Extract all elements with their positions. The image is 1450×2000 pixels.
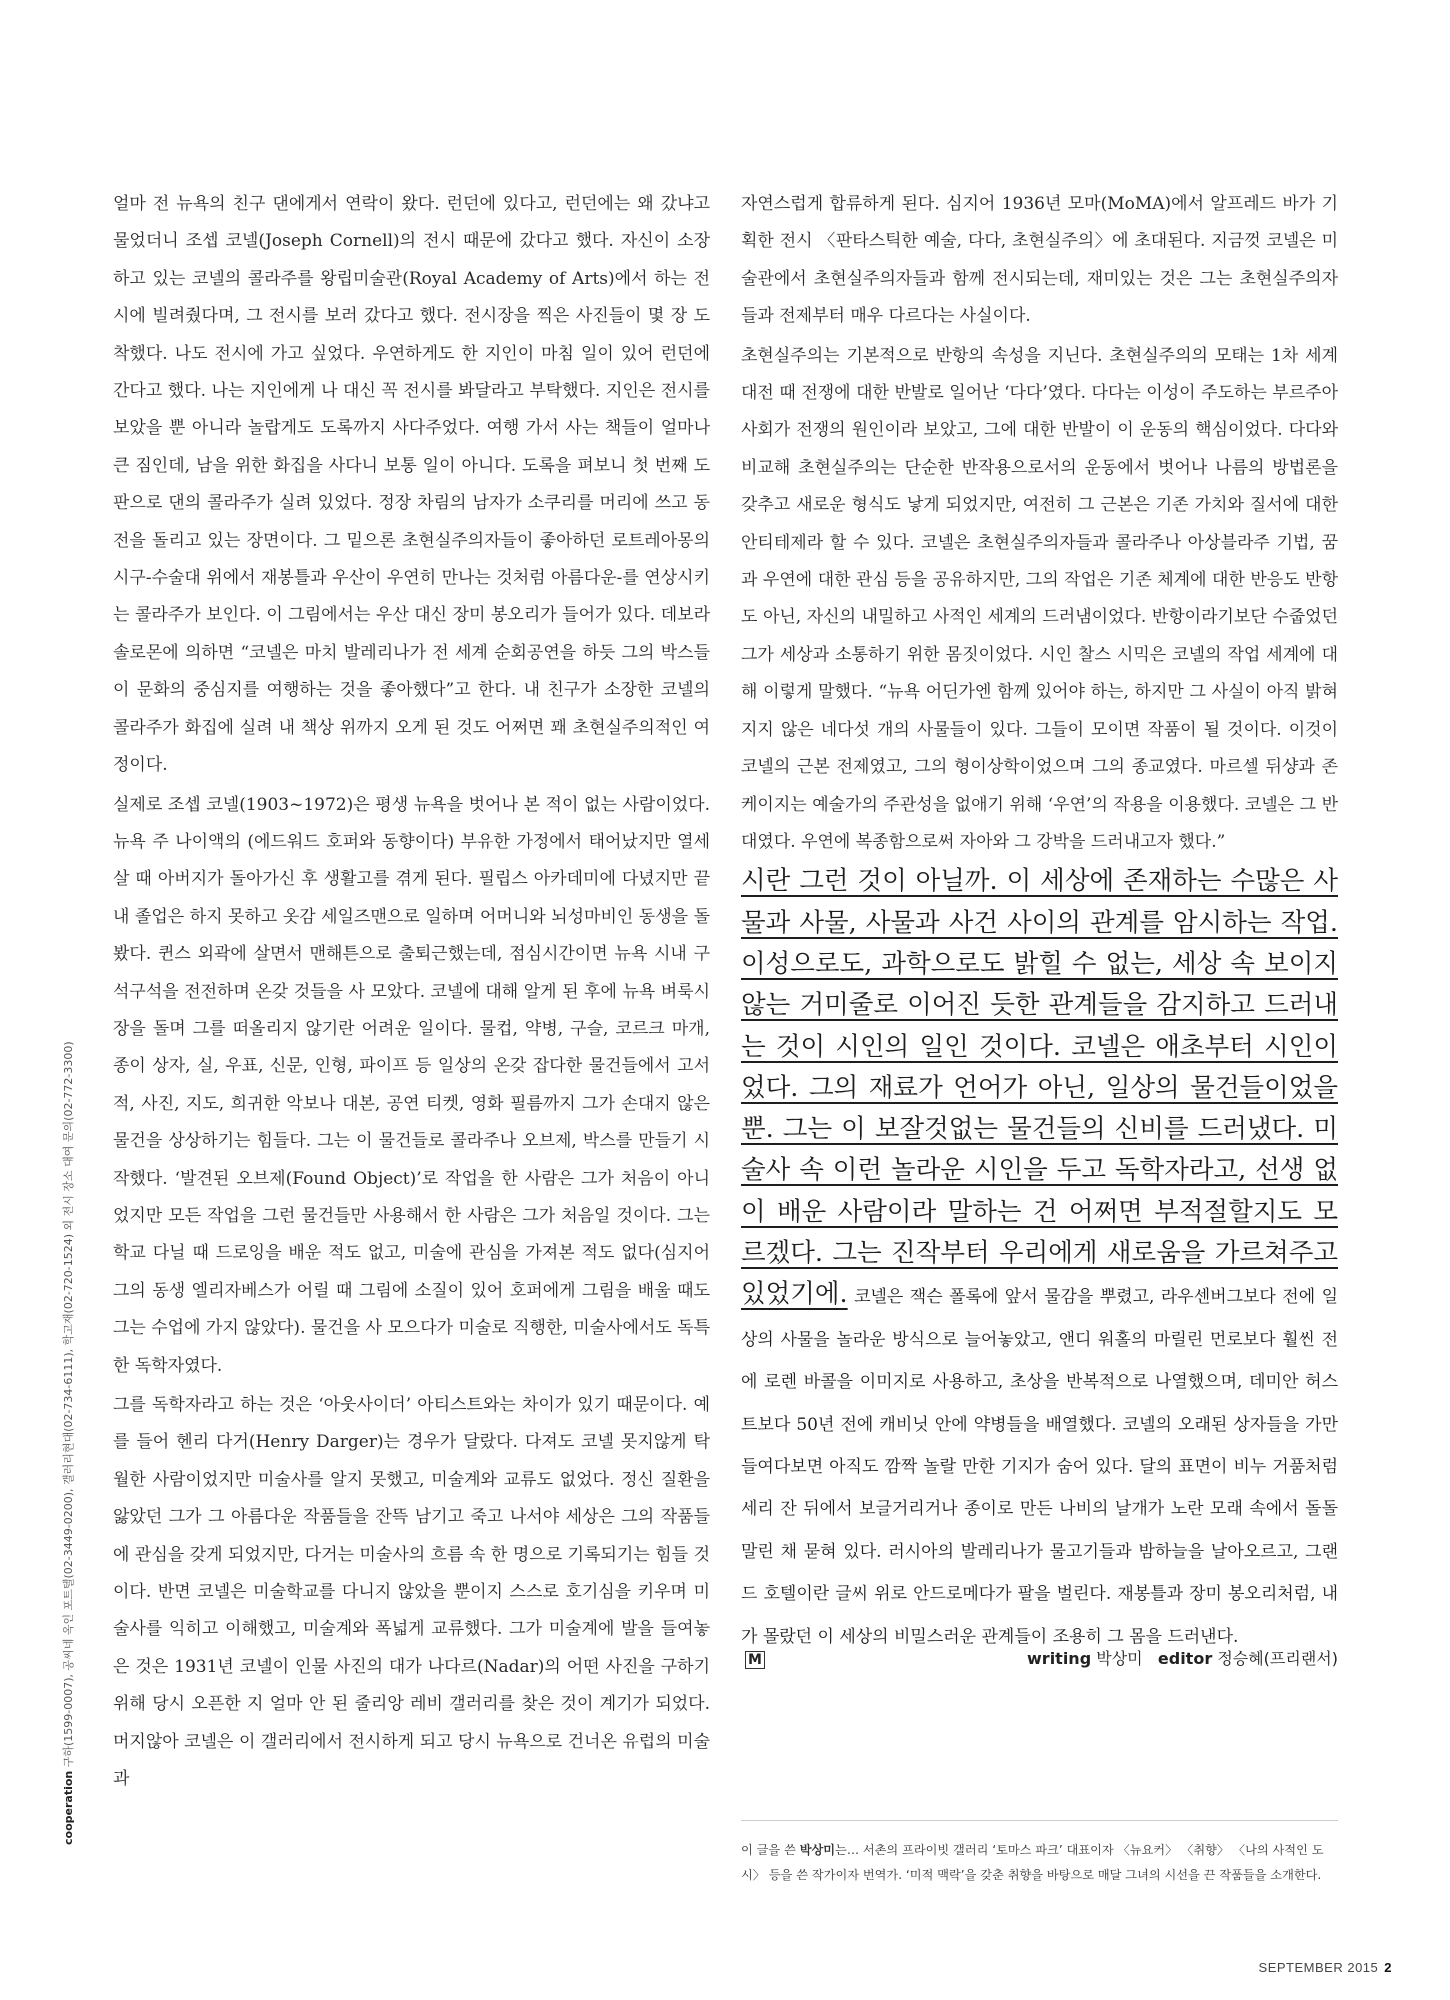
writing-label: writing	[1027, 1649, 1092, 1668]
bio-author-name: 박상미	[799, 1843, 836, 1857]
bio-divider	[741, 1820, 1338, 1821]
author-bio	[741, 1838, 1341, 1888]
article-paragraph-4: 자연스럽게 합류하게 된다. 심지어 1936년 모마(MoMA)에서 알프레드 바가 기획한 전시 〈판타스틱한 예술, 다다, 초현실주의〉에 초대된다. 지금껏 코넬은 미술관에서 초현실주의자들과 함께 전시되는데, 재미있는 것은 그는 초현실주의자들과 전제부터 매우 다르다는 사실이다.	[741, 194, 1338, 327]
writer-name: 박상미	[1096, 1649, 1143, 1668]
side-credit	[60, 1041, 76, 1845]
article-paragraph-3: 그를 독학자라고 하는 것은 ‘아웃사이더’ 아티스트와는 차이가 있기 때문이다. 예를 들어 헨리 다거(Henry Darger)는 경우가 달랐다. 다져도 코넬 못지않게 탁월한 사람이었지만 미술사를 알지 못했고, 미술계와 교류도 없었다. 정신 질환을 앓았던 그가 그 아름다운 작품들을 잔뜩 남기고 죽고 나서야 세상은 그의 작품들에 관심을 갖게 되었지만, 다거는 미술사의 흐름 속 한 명으로 기록되기는 힘들 것이다. 반면 코넬은 미술학교를 다니지 않았을 뿐이지 스스로 호기심을 키우며 미술사를 익히고 이해했고, 미술계와 폭넓게 교류했다. 그가 미술계에 발을 들여놓은 것은 1931년 코넬이 인물 사진의 대가 나다르(Nadar)의 어떤 사진을 구하기 위해 당시 오픈한 지 얼마 안 된 줄리앙 레비 갤러리를 찾은 것이 계기가 되었다. 머지않아 코넬은 이 갤러리에서 전시하게 되고 당시 뉴욕으로 건너온 유럽의 미술과	[113, 1395, 710, 1790]
article-credits	[741, 1640, 1338, 1677]
issue-date: SEPTEMBER 2015	[1258, 1960, 1379, 1975]
article-paragraph-5: 초현실주의는 기본적으로 반항의 속성을 지닌다. 초현실주의의 모태는 1차 세계대전 때 전쟁에 대한 반발로 일어난 ‘다다’였다. 다다는 이성이 주도하는 부르주아 사회가 전쟁의 원인이라 보았고, 그에 대한 반발이 이 운동의 핵심이었다. 다다와 비교해 초현실주의는 단순한 반작용으로서의 운동에서 벗어나 나름의 방법론을 갖추고 새로운 형식도 낳게 되었지만, 여전히 그 근본은 기존 가치와 질서에 대한 안티테제라 할 수 있다. 코넬은 초현실주의자들과 콜라주나 아상블라주 기법, 꿈과 우연에 대한 관심 등을 공유하지만, 그의 작업은 기존 체계에 대한 반응도 반항도 아닌, 자신의 내밀하고 사적인 세계의 드러냄이었다. 반항이라기보단 수줍었던 그가 세상과 소통하기 위한 몸짓이었다. 시인 찰스 시믹은 코넬의 작업 세계에 대해 이렇게 말했다. “뉴욕 어딘가엔 함께 있어야 하는, 하지만 그 사실이 아직 밝혀지지 않은 네다섯 개의 사물들이 있다. 그들이 모이면 작품이 될 것이다. 이것이 코넬의 근본 전제였고, 그의 형이상학이었으며 그의 종교였다. 마르셀 뒤샹과 존 케이지는 예술가의 주관성을 없애기 위해 ‘우연’의 작용을 이용했다. 코넬은 그 반대였다. 우연에 복종함으로써 자아와 그 강박을 드러내고자 했다.”	[741, 345, 1338, 852]
editor-label: editor	[1157, 1649, 1213, 1668]
bio-text: 는… 서촌의 프라이빗 갤러리 ‘토마스 파크’ 대표이자 〈뉴요커〉 〈취향〉 〈나의 사적인 도시〉 등을 쓴 작가이자 번역가. ‘미적 맥락’을 갖춘 취향을 바탕으로 매달 그녀의 시선을 끈 작품들을 소개한다.	[741, 1843, 1324, 1882]
side-credit-text: 구하(1599-0007), 공씨네 옥인 포트텔(02-3449-0200), 갤러리현대(02-734-6111), 학고재(02-720-1524) 외 전시 장소 대여 문의(02-772-3300)	[62, 1041, 75, 1768]
article-paragraph-2: 실제로 조셉 코넬(1903~1972)은 평생 뉴욕을 벗어나 본 적이 없는 사람이었다. 뉴욕 주 나이액의 (에드워드 호퍼와 동향이다) 부유한 가정에서 태어났지만 열세 살 때 아버지가 돌아가신 후 생활고를 겪게 된다. 필립스 아카데미에 다녔지만 끝내 졸업은 하지 못하고 옷감 세일즈맨으로 일하며 어머니와 뇌성마비인 동생을 돌봤다. 퀸스 외곽에 살면서 맨해튼으로 출퇴근했는데, 점심시간이면 뉴욕 시내 구석구석을 전전하며 온갖 것들을 사 모았다. 코넬에 대해 알게 된 후에 뉴욕 벼룩시장을 돌며 그를 떠올리지 않기란 어려운 일이다. 물컵, 약병, 구슬, 코르크 마개, 종이 상자, 실, 우표, 신문, 인형, 파이프 등 일상의 온갖 잡다한 물건들에서 고서적, 사진, 지도, 희귀한 악보나 대본, 공연 티켓, 영화 필름까지 그가 손대지 않은 물건을 상상하기는 힘들다. 그는 이 물건들로 콜라주나 오브제, 박스를 만들기 시작했다. ‘발견된 오브제(Found Object)’로 작업을 한 사람은 그가 처음이 아니었지만 모든 작업을 그런 물건들만 사용해서 한 사람은 그가 처음일 것이다. 그는 학교 다닐 때 드로잉을 배운 적도 없고, 미술에 관심을 가져본 적도 없다(심지어 그의 동생 엘리자베스가 어릴 때 그림에 소질이 있어 호퍼에게 그림을 배울 때도 그는 수업에 가지 않았다). 물건을 사 모으다가 미술로 직행한, 미술사에서도 독특한 독학자였다.	[113, 794, 710, 1376]
left-column	[113, 186, 710, 1798]
side-credit-label: cooperation	[62, 1770, 75, 1845]
bio-prefix: 이 글을 쓴	[741, 1843, 800, 1857]
page-number: 2	[1384, 1960, 1392, 1975]
editor-name: 정승혜(프리랜서)	[1217, 1649, 1338, 1668]
end-mark-icon: M	[745, 1651, 765, 1669]
pull-quote-block	[741, 861, 1338, 1656]
article-paragraph-1: 얼마 전 뉴욕의 친구 댄에게서 연락이 왔다. 런던에 있다고, 런던에는 왜 갔냐고 물었더니 조셉 코넬(Joseph Cornell)의 전시 때문에 갔다고 했다. 자신이 소장하고 있는 코넬의 콜라주를 왕립미술관(Royal Academy of Arts)에서 하는 전시에 빌려줬다며, 그 전시를 보러 갔다고 했다. 전시장을 찍은 사진들이 몇 장 도착했다. 나도 전시에 가고 싶었다. 우연하게도 한 지인이 마침 일이 있어 런던에 간다고 했다. 나는 지인에게 나 대신 꼭 전시를 봐달라고 부탁했다. 지인은 전시를 보았을 뿐 아니라 놀랍게도 도록까지 사다주었다. 여행 가서 사는 책들이 얼마나 큰 짐인데, 남을 위한 화집을 사다니 보통 일이 아니다. 도록을 펴보니 첫 번째 도판으로 댄의 콜라주가 실려 있었다. 정장 차림의 남자가 소쿠리를 머리에 쓰고 동전을 돌리고 있는 장면이다. 그 밑으론 초현실주의자들이 좋아하던 로트레아몽의 시구-수술대 위에서 재봉틀과 우산이 우연히 만나는 것처럼 아름다운-를 연상시키는 콜라주가 보인다. 이 그림에서는 우산 대신 장미 봉오리가 들어가 있다. 데보라 솔로몬에 의하면 “코넬은 마치 발레리나가 전 세계 순회공연을 하듯 그의 박스들이 문화의 중심지를 여행하는 것을 좋아했다”고 한다. 내 친구가 소장한 코넬의 콜라주가 화집에 실려 내 책상 위까지 오게 된 것도 어쩌면 꽤 초현실주의적인 여정이다.	[113, 194, 710, 776]
closing-paragraph: 코넬은 잭슨 폴록에 앞서 물감을 뿌렸고, 라우센버그보다 전에 일상의 사물을 놀라운 방식으로 늘어놓았고, 앤디 워홀의 마릴린 먼로보다 훨씬 전에 로렌 바콜을 이미지로 사용하고, 초상을 반복적으로 나열했으며, 데미안 허스트보다 50년 전에 캐비닛 안에 약병들을 배열했다. 코넬의 오래된 상자들을 가만 들여다보면 아직도 깜짝 놀랄 만한 기지가 숨어 있다. 달의 표면이 비누 거품처럼 세리 잔 뒤에서 보글거리거나 종이로 만든 나비의 날개가 노란 모래 속에서 돌돌 말린 채 묻혀 있다. 러시아의 발레리나가 물고기들과 밤하늘을 날아오르고, 그랜드 호텔이란 글씨 위로 안드로메다가 팔을 벌린다. 재봉틀과 장미 봉오리처럼, 내가 몰랐던 이 세상의 비밀스러운 관계들이 조용히 그 몸을 드러낸다.	[741, 1287, 1338, 1647]
page-footer	[1259, 1960, 1392, 1975]
credit-line	[1027, 1640, 1338, 1677]
right-column	[741, 186, 1338, 1656]
pull-quote: 시란 그런 것이 아닐까. 이 세상에 존재하는 수많은 사물과 사물, 사물과 사건 사이의 관계를 암시하는 작업. 이성으로도, 과학으로도 밝힐 수 없는, 세상 속 보이지 않는 거미줄로 이어진 듯한 관계들을 감지하고 드러내는 것이 시인의 일인 것이다. 코넬은 애초부터 시인이었다. 그의 재료가 언어가 아닌, 일상의 물건들이었을 뿐. 그는 이 보잘것없는 물건들의 신비를 드러냈다. 미술사 속 이런 놀라운 시인을 두고 독학자라고, 선생 없이 배운 사람이라 말하는 건 어쩌면 부적절할지도 모르겠다. 그는 진작부터 우리에게 새로움을 가르쳐주고 있었기에.	[741, 866, 1338, 1310]
